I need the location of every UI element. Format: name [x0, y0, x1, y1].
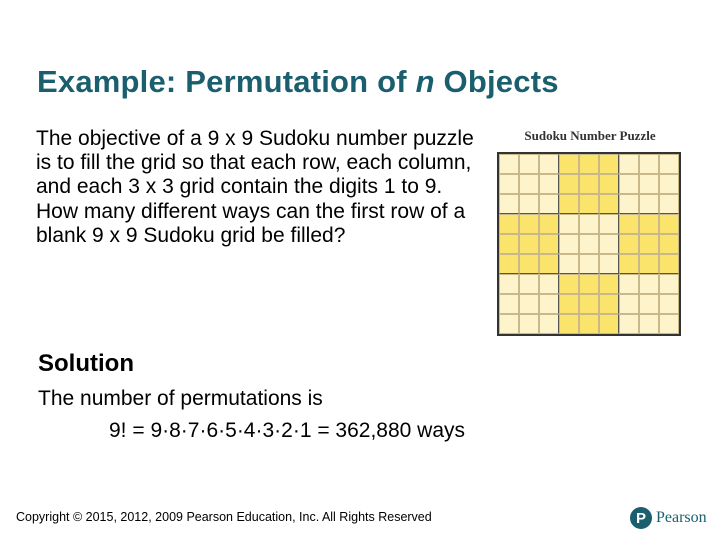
sudoku-cell: [599, 174, 619, 194]
sudoku-cell: [499, 274, 519, 294]
sudoku-cell: [659, 214, 679, 234]
sudoku-cell: [539, 294, 559, 314]
sudoku-cell: [499, 254, 519, 274]
solution-formula: 9! = 9·8·7·6·5·4·3·2·1 = 362,880 ways: [109, 419, 466, 442]
sudoku-cell: [519, 294, 539, 314]
sudoku-cell: [619, 234, 639, 254]
sudoku-cell: [599, 234, 619, 254]
sudoku-cell: [639, 314, 659, 334]
sudoku-cell: [599, 294, 619, 314]
sudoku-cell: [579, 194, 599, 214]
solution-text: The number of permutations is: [38, 387, 323, 410]
sudoku-cell: [519, 154, 539, 174]
sudoku-cell: [499, 194, 519, 214]
sudoku-cell: [659, 154, 679, 174]
sudoku-cell: [559, 294, 579, 314]
sudoku-cell: [639, 234, 659, 254]
sudoku-cell: [659, 174, 679, 194]
sudoku-cell: [579, 154, 599, 174]
sudoku-cell: [539, 314, 559, 334]
sudoku-cell: [539, 154, 559, 174]
sudoku-cell: [579, 174, 599, 194]
sudoku-cell: [539, 274, 559, 294]
sudoku-cell: [559, 234, 579, 254]
sudoku-cell: [519, 314, 539, 334]
sudoku-cell: [519, 214, 539, 234]
solution-heading: Solution: [38, 350, 134, 377]
sudoku-cell: [519, 174, 539, 194]
sudoku-cell: [639, 274, 659, 294]
sudoku-cell: [639, 254, 659, 274]
sudoku-cell: [579, 214, 599, 234]
sudoku-cell: [619, 254, 639, 274]
sudoku-cell: [599, 254, 619, 274]
slide-title: [37, 64, 559, 100]
sudoku-cell: [499, 294, 519, 314]
copyright-notice: Copyright © 2015, 2012, 2009 Pearson Education, Inc. All Rights Reserved: [16, 510, 432, 524]
sudoku-cell: [499, 214, 519, 234]
problem-text: The objective of a 9 x 9 Sudoku number puzzle is to fill the grid so that each row, each column, and each 3 x 3 grid contain the digits 1 to 9. How many different ways can the first row of a blank 9 x 9 Sudoku grid be filled?: [36, 127, 474, 247]
sudoku-cell: [579, 294, 599, 314]
title-prefix: Example: Permutation of: [37, 64, 416, 99]
sudoku-cell: [659, 234, 679, 254]
title-suffix: Objects: [434, 64, 559, 99]
sudoku-cell: [659, 274, 679, 294]
title-italic-n: n: [415, 64, 435, 99]
sudoku-cell: [539, 234, 559, 254]
sudoku-cell: [559, 274, 579, 294]
sudoku-cell: [499, 234, 519, 254]
sudoku-cell: [539, 214, 559, 234]
sudoku-cell: [579, 234, 599, 254]
sudoku-cell: [639, 214, 659, 234]
sudoku-cell: [539, 174, 559, 194]
sudoku-cell: [559, 214, 579, 234]
sudoku-cell: [519, 194, 539, 214]
sudoku-cell: [499, 314, 519, 334]
sudoku-cell: [579, 254, 599, 274]
sudoku-cell: [639, 154, 659, 174]
sudoku-cell: [619, 294, 639, 314]
sudoku-grid: [497, 152, 681, 336]
pearson-wordmark: Pearson: [656, 509, 707, 526]
sudoku-cell: [519, 274, 539, 294]
pearson-p-icon: P: [630, 507, 652, 529]
sudoku-cell: [619, 194, 639, 214]
sudoku-cell: [619, 314, 639, 334]
sudoku-cell: [619, 174, 639, 194]
pearson-logo: [630, 506, 707, 530]
sudoku-cell: [519, 254, 539, 274]
sudoku-cell: [579, 274, 599, 294]
sudoku-cell: [639, 294, 659, 314]
sudoku-cell: [619, 154, 639, 174]
sudoku-cell: [599, 214, 619, 234]
sudoku-cell: [619, 274, 639, 294]
sudoku-cell: [539, 194, 559, 214]
sudoku-cell: [519, 234, 539, 254]
sudoku-cell: [579, 314, 599, 334]
sudoku-cell: [499, 154, 519, 174]
sudoku-cell: [599, 194, 619, 214]
sudoku-cell: [599, 154, 619, 174]
sudoku-cell: [599, 274, 619, 294]
sudoku-cell: [659, 254, 679, 274]
sudoku-cell: [499, 174, 519, 194]
sudoku-caption: Sudoku Number Puzzle: [524, 128, 656, 143]
sudoku-cell: [619, 214, 639, 234]
sudoku-cell: [559, 254, 579, 274]
sudoku-cell: [659, 194, 679, 214]
sudoku-cell: [599, 314, 619, 334]
sudoku-cell: [559, 154, 579, 174]
sudoku-cell: [559, 314, 579, 334]
sudoku-cell: [639, 174, 659, 194]
sudoku-cell: [659, 294, 679, 314]
sudoku-cell: [659, 314, 679, 334]
sudoku-cell: [559, 174, 579, 194]
sudoku-cell: [539, 254, 559, 274]
sudoku-cell: [559, 194, 579, 214]
sudoku-cell: [639, 194, 659, 214]
